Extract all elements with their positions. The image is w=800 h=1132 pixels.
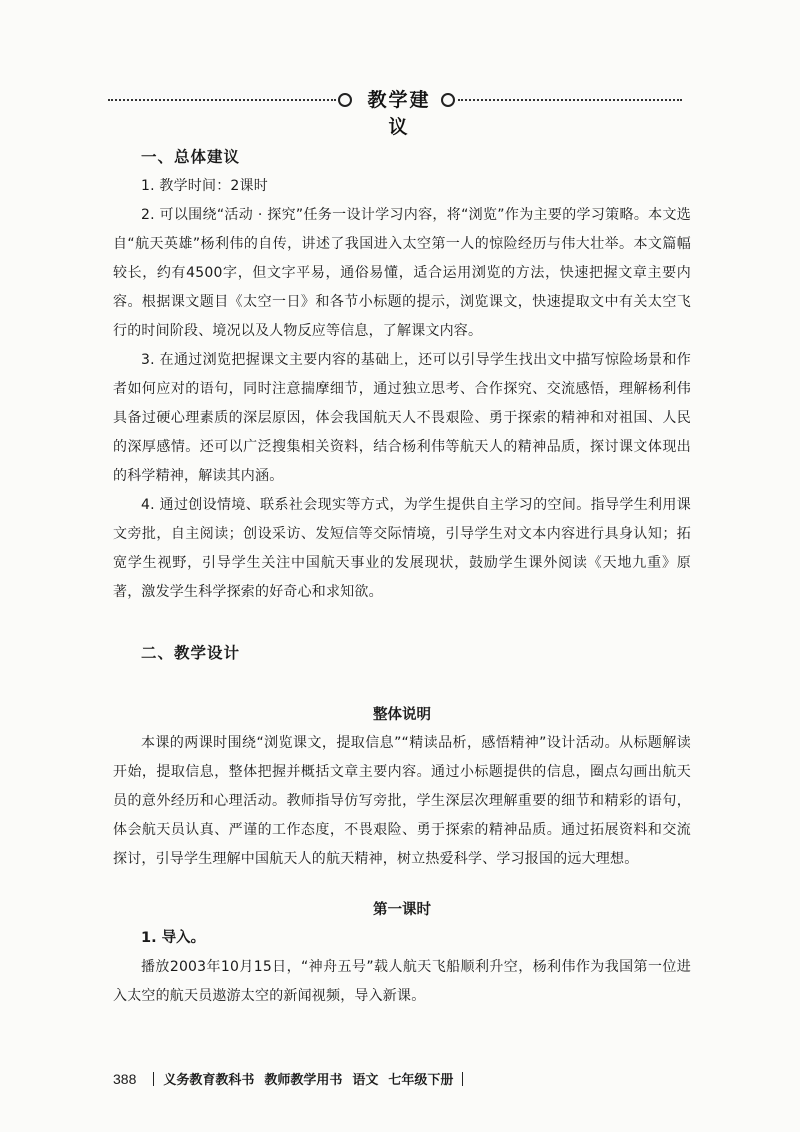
footer-subject: 语文 (352, 1073, 379, 1088)
footer-grade: 七年级下册 (388, 1073, 454, 1088)
header-dotted-rule-left (108, 99, 336, 101)
footer-book-type: 教师教学用书 (264, 1073, 343, 1088)
header-circle-left (338, 93, 352, 107)
footer-divider (153, 1072, 154, 1086)
page-number: 388 (113, 1071, 137, 1087)
header-circle-right (441, 93, 455, 107)
section-heading-teaching-design: 二、教学设计 (141, 644, 241, 662)
header-dotted-rule-right (458, 99, 682, 101)
paragraph-point-4: 4. 通过创设情境、联系社会现实等方式，为学生提供自主学习的空间。指导学生利用课文旁批，自主阅读；创设采访、发短信等交际情境，引导学生对文本内容进行具身认知；拓宽学生视野，引导学生关注中国航天事业的发展现状，鼓励学生课外阅读《天地九重》原著，激发学生科学探索的好奇心和求知欲。 (113, 497, 691, 600)
page-content (113, 143, 691, 1011)
header-title: 教学建议 (367, 89, 431, 138)
lesson-title: 第一课时 (373, 902, 431, 918)
section-header (108, 84, 682, 138)
step-heading-introduction: 1. 导入。 (141, 930, 206, 946)
overview-title: 整体说明 (373, 707, 431, 723)
footer-divider (462, 1072, 463, 1086)
page-footer (113, 1068, 472, 1090)
paragraph-point-2: 2. 可以围绕“活动 · 探究”任务一设计学习内容，将“浏览”作为主要的学习策略。本文选自“航天英雄”杨利伟的自传，讲述了我国进入太空第一人的惊险经历与伟大壮举。本文篇幅较长，约有4500字，但文字平易，通俗易懂，适合运用浏览的方法，快速把握文章主要内容。根据课文题目《太空一日》和各节小标题的提示，浏览课文，快速提取文中有关太空飞行的时间阶段、境况以及人物反应等信息，了解课文内容。 (113, 207, 691, 339)
paragraph-point-3: 3. 在通过浏览把握课文主要内容的基础上，还可以引导学生找出文中描写惊险场景和作者如何应对的语句，同时注意揣摩细节，通过独立思考、合作探究、交流感悟，理解杨利伟具备过硬心理素质的深层原因，体会我国航天人不畏艰险、勇于探索的精神和对祖国、人民的深厚感情。还可以广泛搜集相关资料，结合杨利伟等航天人的精神品质，探讨课文体现出的科学精神，解读其内涵。 (113, 352, 691, 484)
paragraph-introduction: 播放2003年10月15日，“神舟五号”载人航天飞船顺利升空，杨利伟作为我国第一位进入太空的航天员遨游太空的新闻视频，导入新课。 (113, 959, 691, 1004)
paragraph-overview: 本课的两课时围绕“浏览课文，提取信息”“精读品析，感悟精神”设计活动。从标题解读开始，提取信息，整体把握并概括文章主要内容。通过小标题提供的信息，圈点勾画出航天员的意外经历和心理活动。教师指导仿写旁批，学生深层次理解重要的细节和精彩的语句，体会航天员认真、严谨的工作态度，不畏艰险、勇于探索的精神品质。通过拓展资料和交流探讨，引导学生理解中国航天人的航天精神，树立热爱科学、学习报国的远大理想。 (113, 735, 691, 867)
section-heading-general-advice: 一、总体建议 (141, 148, 241, 166)
paragraph-teaching-time: 1. 教学时间：2课时 (141, 178, 268, 194)
footer-book-series: 义务教育教科书 (163, 1073, 255, 1088)
